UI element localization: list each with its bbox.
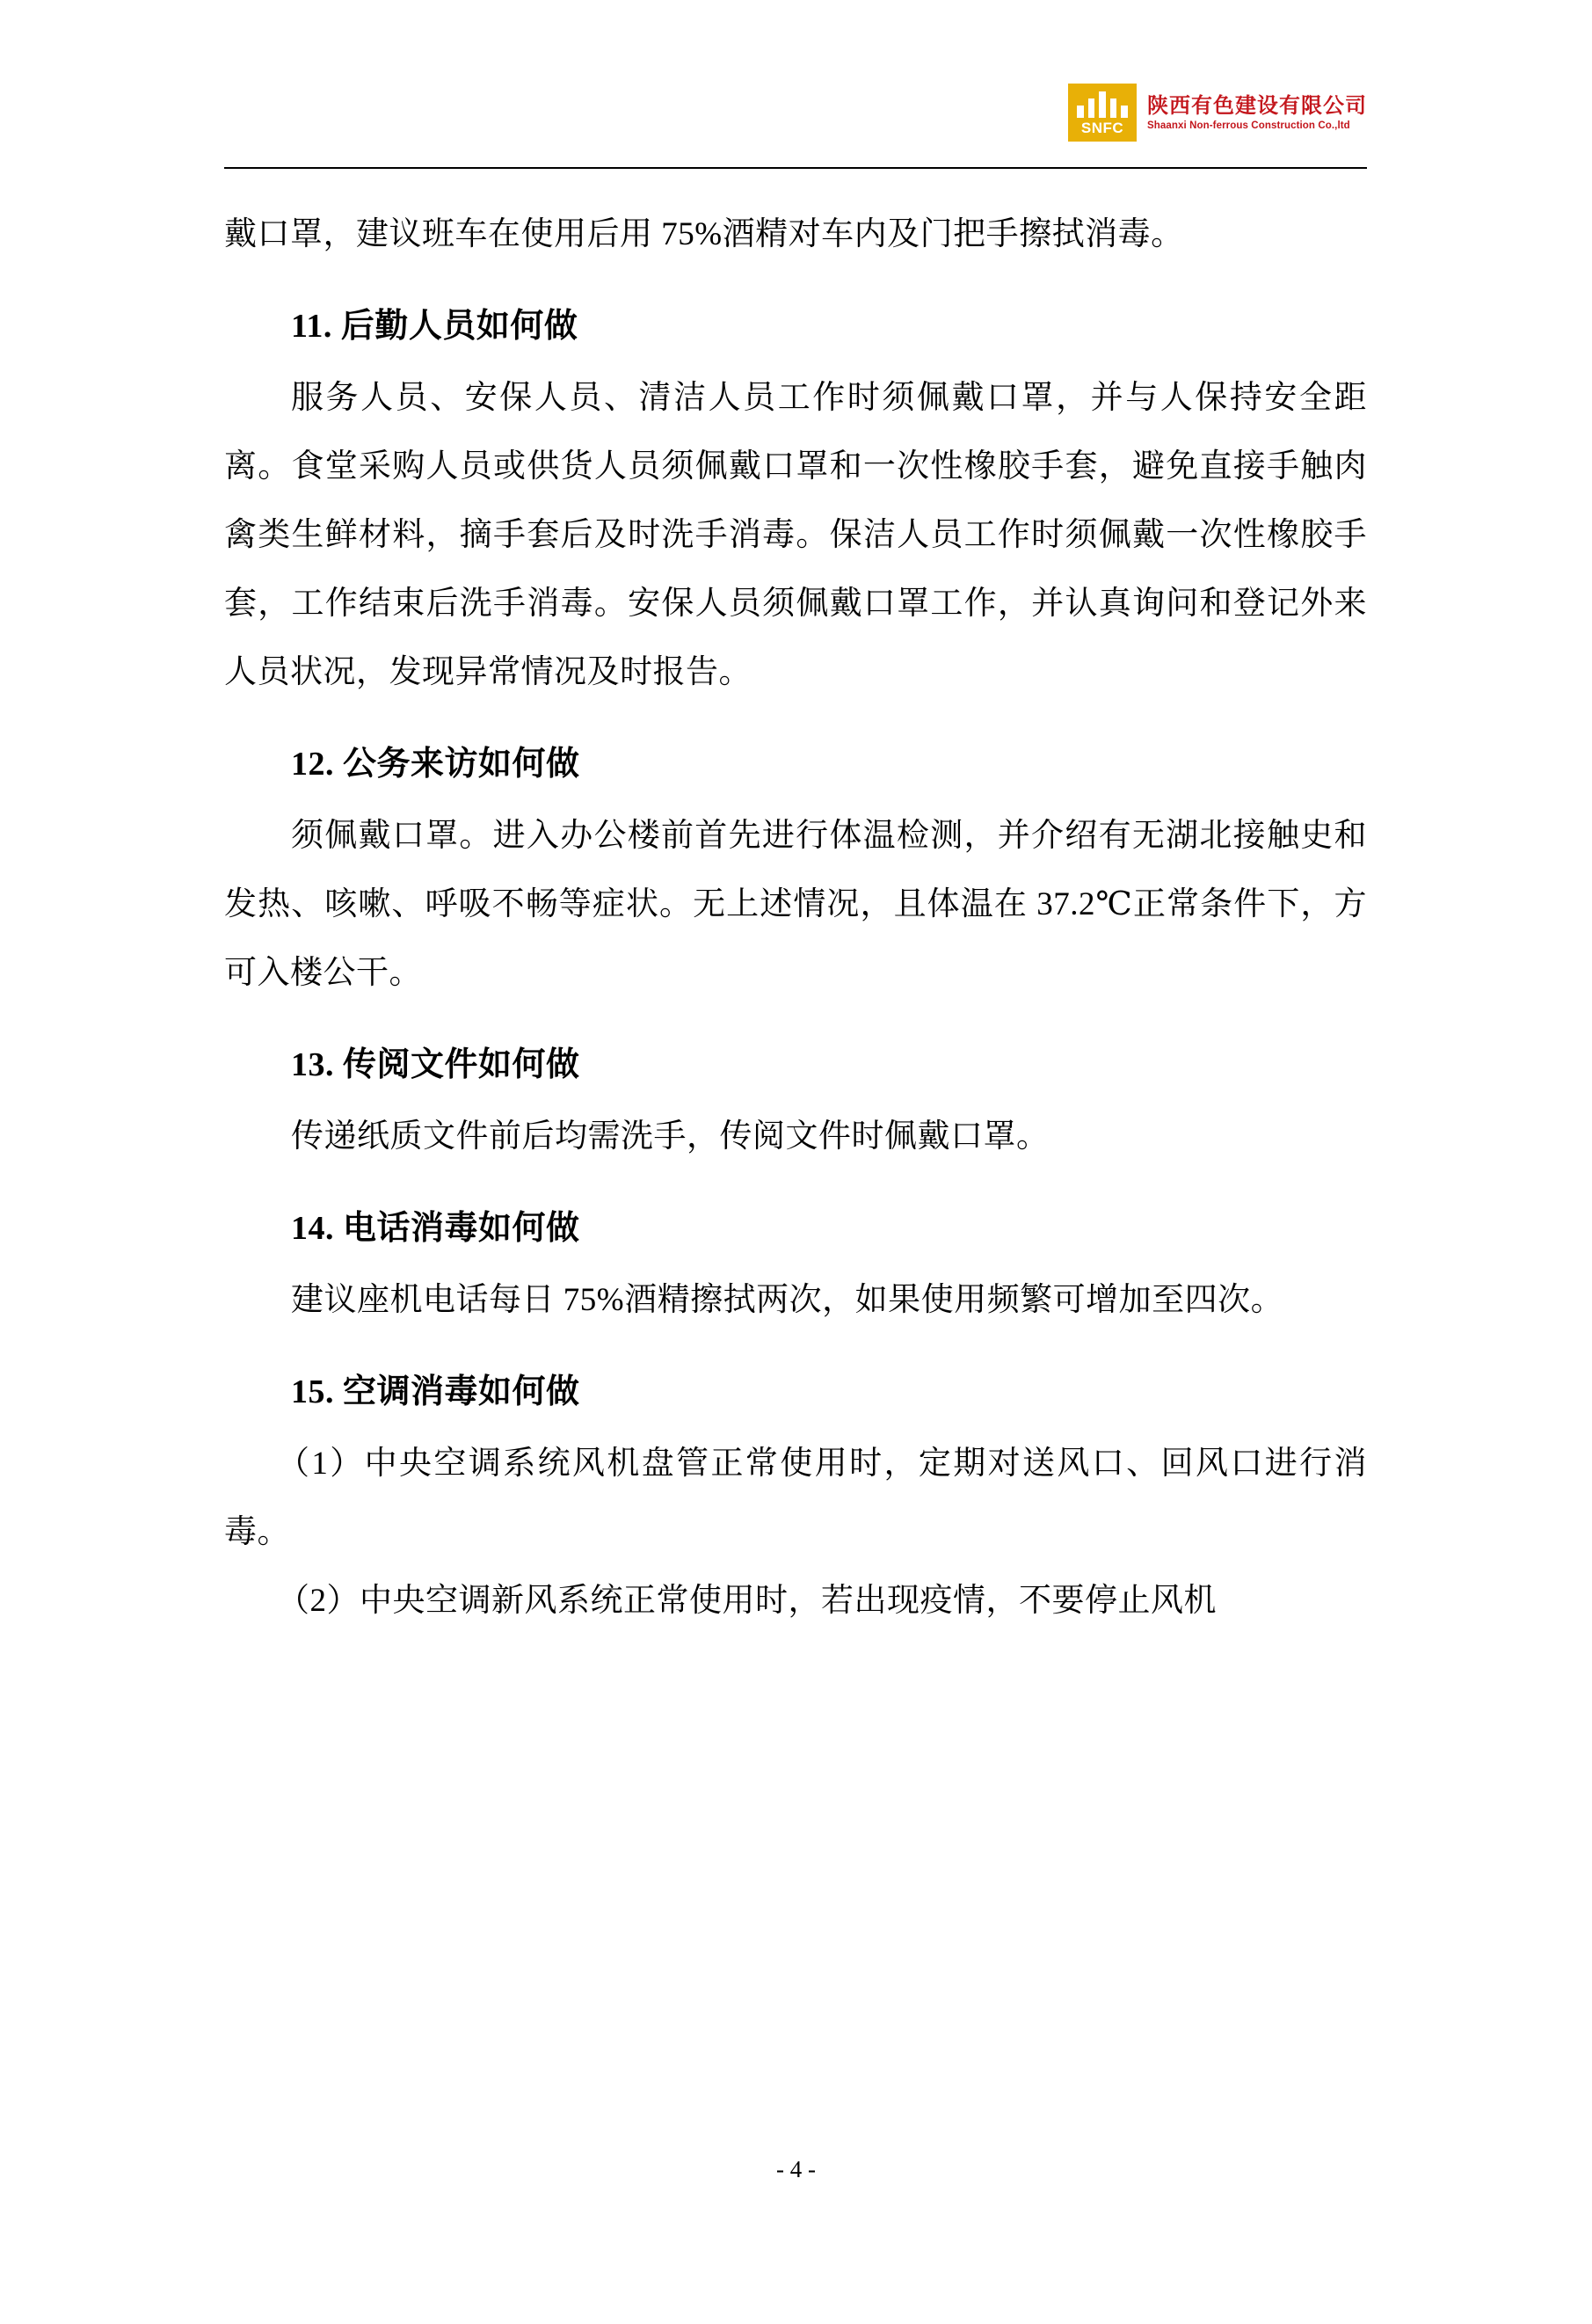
section-body-12: 须佩戴口罩。进入办公楼前首先进行体温检测，并介绍有无湖北接触史和发热、咳嗽、呼吸不畅等症状。无上述情况，且体温在 37.2℃正常条件下，方可入楼公干。 bbox=[224, 818, 1367, 991]
company-name-en: Shaanxi Non-ferrous Construction Co.,ltd bbox=[1147, 120, 1350, 131]
section-heading-11: 11. 后勤人员如何做 bbox=[291, 308, 578, 345]
company-name-cn: 陕西有色建设有限公司 bbox=[1147, 93, 1367, 118]
page-number: - 4 - bbox=[776, 2156, 816, 2182]
header-divider bbox=[224, 167, 1367, 169]
section-body-14: 建议座机电话每日 75%酒精擦拭两次，如果使用频繁可增加至四次。 bbox=[291, 1282, 1284, 1318]
logo-bars-icon bbox=[1077, 90, 1128, 118]
section-body-13: 传递纸质文件前后均需洗手，传阅文件时佩戴口罩。 bbox=[291, 1118, 1050, 1155]
section-body-11: 服务人员、安保人员、清洁人员工作时须佩戴口罩，并与人保持安全距离。食堂采购人员或供货人员须佩戴口罩和一次性橡胶手套，避免直接手触肉禽类生鲜材料，摘手套后及时洗手消毒。保洁人员工作时须佩戴一次性橡胶手套，工作结束后洗手消毒。安保人员须佩戴口罩工作，并认真询问和登记外来人员状况，发现异常情况及时报告。 bbox=[224, 380, 1367, 690]
continued-paragraph: 戴口罩，建议班车在使用后用 75%酒精对车内及门把手擦拭消毒。 bbox=[224, 216, 1184, 252]
section-body-15-item-1: （1）中央空调系统风机盘管正常使用时，定期对送风口、回风口进行消毒。 bbox=[224, 1446, 1367, 1550]
company-logo bbox=[1068, 84, 1367, 142]
section-heading-13: 13. 传阅文件如何做 bbox=[291, 1046, 580, 1083]
document-body bbox=[224, 200, 1367, 1636]
section-heading-12: 12. 公务来访如何做 bbox=[291, 746, 580, 783]
page-header bbox=[224, 84, 1367, 171]
logo-mark-text: SNFC bbox=[1080, 120, 1124, 136]
section-body-15-item-2: （2）中央空调新风系统正常使用时，若出现疫情，不要停止风机 bbox=[277, 1583, 1217, 1619]
section-heading-15: 15. 空调消毒如何做 bbox=[291, 1373, 580, 1410]
snfc-logo-icon bbox=[1068, 84, 1137, 142]
logo-company-text bbox=[1147, 93, 1367, 132]
section-heading-14: 14. 电话消毒如何做 bbox=[291, 1210, 580, 1247]
